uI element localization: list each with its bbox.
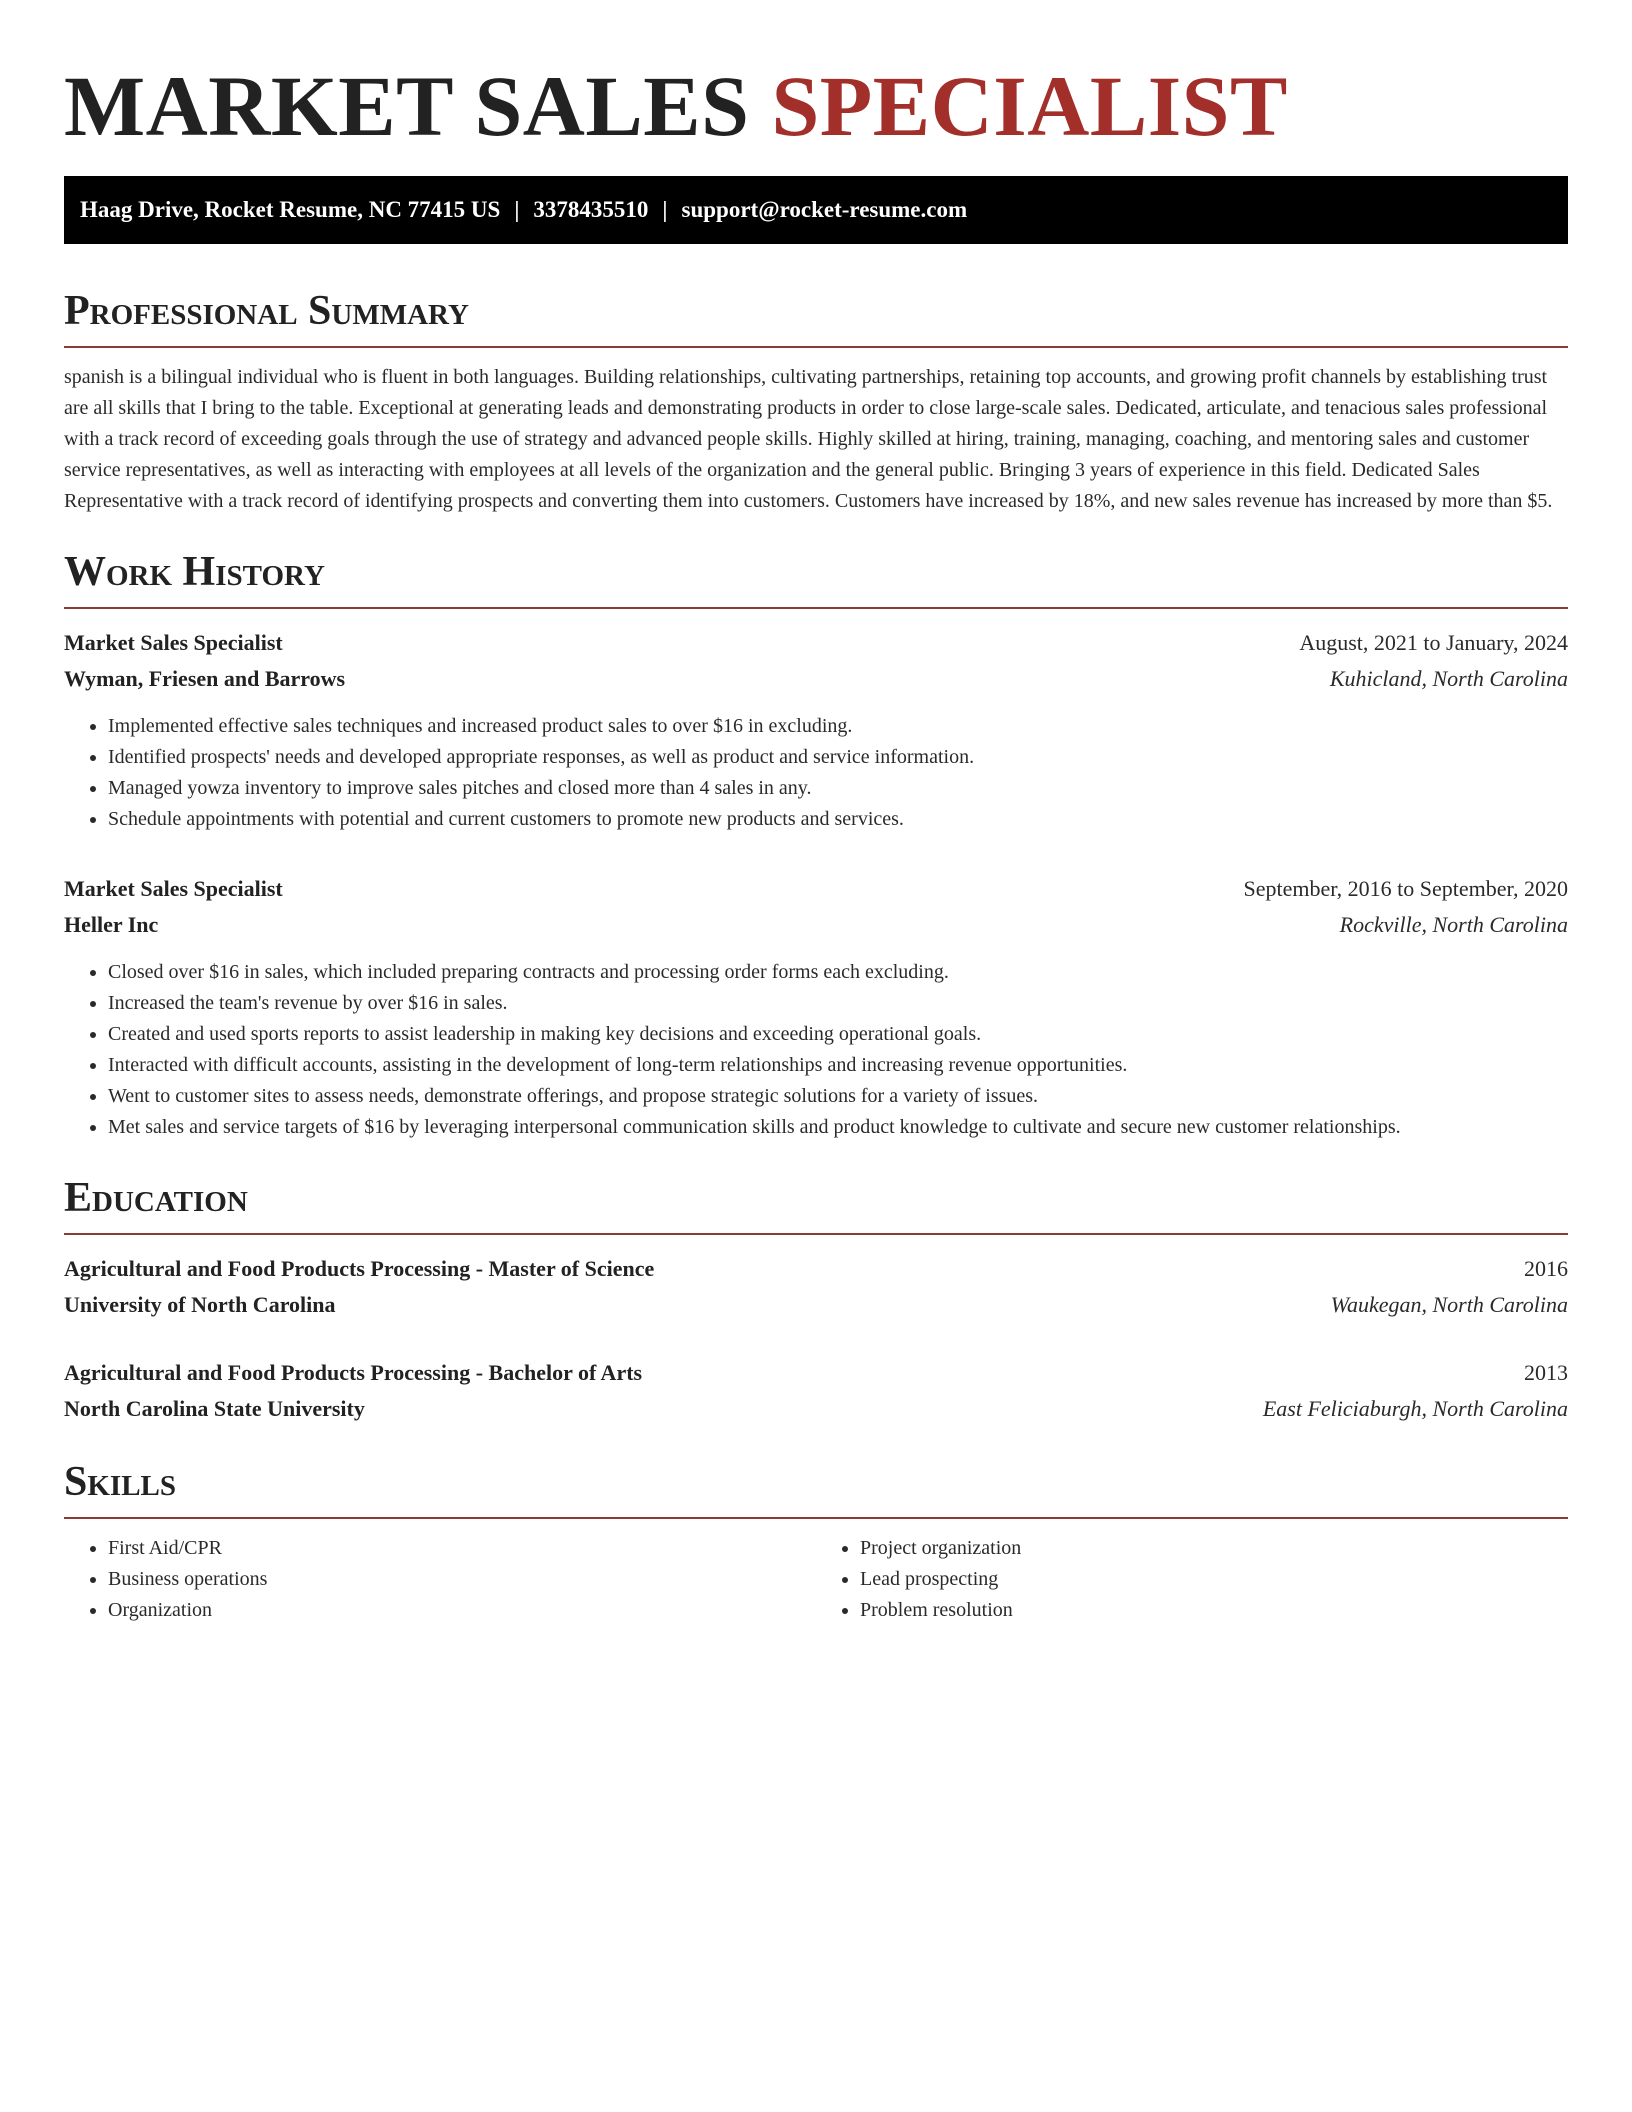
job-entry — [64, 625, 1568, 835]
job-entry — [64, 871, 1568, 1143]
section-heading-skills: Skills — [64, 1457, 1568, 1519]
job-location: Kuhicland, North Carolina — [1329, 666, 1568, 691]
contact-phone: 3378435510 — [533, 197, 649, 222]
job-company: Heller Inc — [64, 912, 159, 937]
skill-item: • Project organization — [860, 1533, 1568, 1564]
title-accent: SPECIALIST — [771, 58, 1288, 154]
job-bullet: • Managed yowza inventory to improve sales pitches and closed more than 4 sales in any. — [108, 773, 1568, 804]
summary-text: spanish is a bilingual individual who is fluent in both languages. Building relationships, cultivating partnerships, retaining top accounts, and growing profit channels by establishing trust are all skills that I bring to the table. Exceptional at generating leads and demonstrating products in order to close large-scale sales. Dedicated, articulate, and tenacious sales professional with a track record of exceeding goals through the use of strategy and advanced people skills. Highly skilled at hiring, training, managing, coaching, and mentoring sales and customer service representatives, as well as interacting with employees at all levels of the organization and the general public. Bringing 3 years of experience in this field. Dedicated Sales Representative with a track record of identifying prospects and converting them into customers. Customers have increased by 18%, and new sales revenue has increased by more than $5. — [64, 366, 1553, 512]
job-header-row — [64, 871, 1568, 907]
job-bullets — [64, 957, 1568, 1143]
skills-column-left — [64, 1533, 816, 1626]
skill-item: • Business operations — [108, 1564, 816, 1595]
job-bullet: • Interacted with difficult accounts, assisting in the development of long-term relationships and increasing revenue opportunities. — [108, 1050, 1568, 1081]
education-entry — [64, 1251, 1568, 1323]
education-location: Waukegan, North Carolina — [1330, 1292, 1568, 1317]
education-location: East Feliciaburgh, North Carolina — [1262, 1396, 1568, 1421]
education-degree-row — [64, 1355, 1568, 1391]
skill-item: • Problem resolution — [860, 1595, 1568, 1626]
job-bullets — [64, 711, 1568, 835]
skills-section — [64, 1457, 1568, 1626]
job-bullet: • Created and used sports reports to assist leadership in making key decisions and exceeding operational goals. — [108, 1019, 1568, 1050]
job-dates: September, 2016 to September, 2020 — [1243, 876, 1568, 901]
job-title: Market Sales Specialist — [64, 876, 283, 901]
work-history-section — [64, 547, 1568, 1143]
job-bullet: • Closed over $16 in sales, which included preparing contracts and processing order forms each excluding. — [108, 957, 1568, 988]
job-location: Rockville, North Carolina — [1339, 912, 1568, 937]
education-school-row — [64, 1287, 1568, 1323]
job-bullet: • Increased the team's revenue by over $16 in sales. — [108, 988, 1568, 1019]
skills-grid — [64, 1533, 1568, 1626]
skill-item: • Organization — [108, 1595, 816, 1626]
job-title: Market Sales Specialist — [64, 630, 283, 655]
job-bullet: • Met sales and service targets of $16 by leveraging interpersonal communication skills and product knowledge to cultivate and secure new customer relationships. — [108, 1112, 1568, 1143]
education-school: North Carolina State University — [64, 1396, 365, 1421]
job-company-row — [64, 661, 1568, 697]
job-company-row — [64, 907, 1568, 943]
title-first: MARKET SALES — [64, 58, 772, 154]
education-section — [64, 1173, 1568, 1427]
education-school: University of North Carolina — [64, 1292, 336, 1317]
contact-email: support@rocket-resume.com — [681, 197, 968, 222]
skill-item: • Lead prospecting — [860, 1564, 1568, 1595]
section-heading-work: Work History — [64, 547, 1568, 609]
resume-title — [64, 0, 1568, 156]
education-degree: Agricultural and Food Products Processing - Master of Science — [64, 1256, 655, 1281]
skill-item: • First Aid/CPR — [108, 1533, 816, 1564]
job-bullet: • Identified prospects' needs and developed appropriate responses, as well as product and service information. — [108, 742, 1568, 773]
professional-summary-section — [64, 286, 1568, 517]
contact-bar — [64, 176, 1568, 244]
job-bullet: • Went to customer sites to assess needs, demonstrate offerings, and propose strategic solutions for a variety of issues. — [108, 1081, 1568, 1112]
job-dates: August, 2021 to January, 2024 — [1299, 630, 1568, 655]
contact-separator: | — [662, 197, 668, 222]
job-company: Wyman, Friesen and Barrows — [64, 666, 346, 691]
job-bullet: • Implemented effective sales techniques and increased product sales to over $16 in excluding. — [108, 711, 1568, 742]
skills-column-right — [816, 1533, 1568, 1626]
job-header-row — [64, 625, 1568, 661]
education-degree-row — [64, 1251, 1568, 1287]
section-heading-education: Education — [64, 1173, 1568, 1235]
job-bullet: • Schedule appointments with potential and current customers to promote new products and services. — [108, 804, 1568, 835]
section-heading-summary: Professional Summary — [64, 286, 1568, 348]
education-year: 2016 — [1524, 1256, 1568, 1281]
contact-address: Haag Drive, Rocket Resume, NC 77415 US — [80, 197, 501, 222]
education-entry — [64, 1355, 1568, 1427]
education-school-row — [64, 1391, 1568, 1427]
contact-separator: | — [514, 197, 520, 222]
education-degree: Agricultural and Food Products Processing - Bachelor of Arts — [64, 1360, 643, 1385]
education-year: 2013 — [1524, 1360, 1568, 1385]
